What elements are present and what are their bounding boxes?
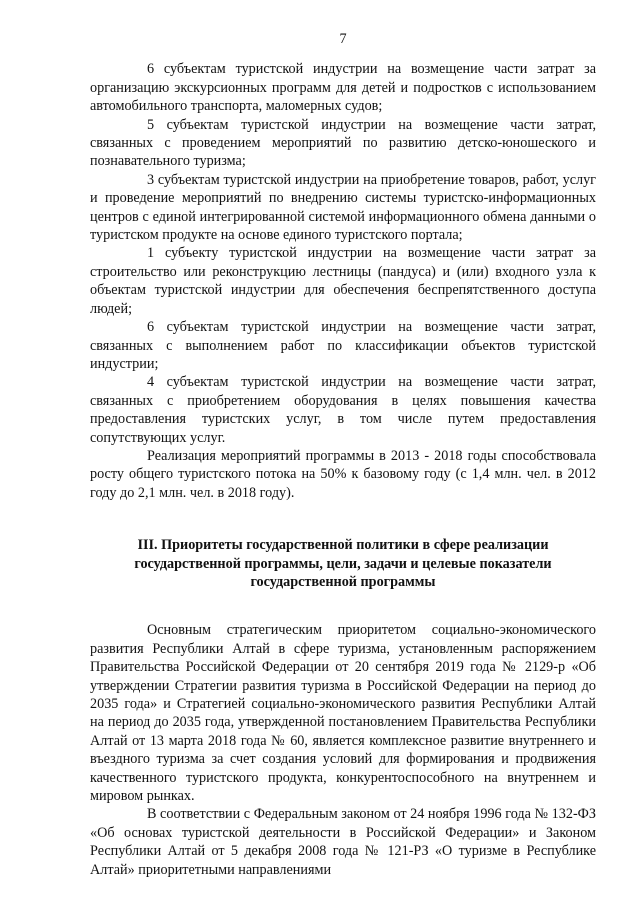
paragraph: 4 субъектам туристской индустрии на возмещение части затрат, связанных с приобретением оборудования в целях повышения качества предоставления туристских услуг, в том числе путем предоставления сопутствующих услуг. bbox=[90, 374, 596, 446]
paragraph: 5 субъектам туристской индустрии на возмещение части затрат, связанных с проведением мероприятий по развитию детско-юношеского и познавательного туризма; bbox=[90, 116, 596, 170]
paragraph: 1 субъекту туристской индустрии на возмещение части затрат за строительство или реконструкцию лестницы (пандуса) и (или) входного узла к объектам туристской индустрии для обеспечения беспрепятственного доступа людей; bbox=[90, 245, 596, 317]
paragraph: 6 субъектам туристской индустрии на возмещение части затрат за организацию экскурсионных программ для детей и подростков с использованием автомобильного транспорта, маломерных судов; bbox=[90, 61, 596, 115]
paragraph: Основным стратегическим приоритетом социально-экономического развития Республики Алтай в сфере туризма, установленным распоряжением Правительства Российской Федерации от 20 сентября 2019 года № 2129-р «Об утверждении Стратегии развития туризма в Российской Федерации на период до 2035 года» и Стратегией социально-экономического развития Республики Алтай на период до 2035 года, утвержденной постановлением Правительства Республики Алтай от 13 марта 2018 года № 60, является комплексное развитие внутреннего и въездного туризма за счет создания условий для формирования и продвижения качественного туристского продукта, конкурентоспособного на внутреннем и мировом рынках. bbox=[90, 622, 596, 805]
paragraph: 6 субъектам туристской индустрии на возмещение части затрат, связанных с выполнением работ по классификации объектов туристской индустрии; bbox=[90, 319, 596, 372]
paragraph: В соответствии с Федеральным законом от 24 ноября 1996 года № 132-ФЗ «Об основах туристской деятельности в Российской Федерации» и Законом Республики Алтай от 5 декабря 2008 года № 121-РЗ «О туризме в Республике Алтай» приоритетными направлениями bbox=[90, 806, 596, 878]
paragraph: Реализация мероприятий программы в 2013 - 2018 годы способствовала росту общего туристского потока на 50% к базовому году (с 1,4 млн. чел. в 2012 году до 2,1 млн. чел. в 2018 году). bbox=[90, 447, 596, 501]
section-heading: III. Приоритеты государственной политики в сфере реализации государственной программы, цели, задачи и целевые показатели государственной программы bbox=[134, 537, 552, 590]
paragraph: 3 субъектам туристской индустрии на приобретение товаров, работ, услуг и проведение мероприятий по внедрению системы туристско-информационных центров с единой интегрированной системой информационного обмена данными о туристском продукте на основе единого туристского портала; bbox=[90, 171, 596, 244]
page-number: 7 bbox=[339, 31, 347, 47]
